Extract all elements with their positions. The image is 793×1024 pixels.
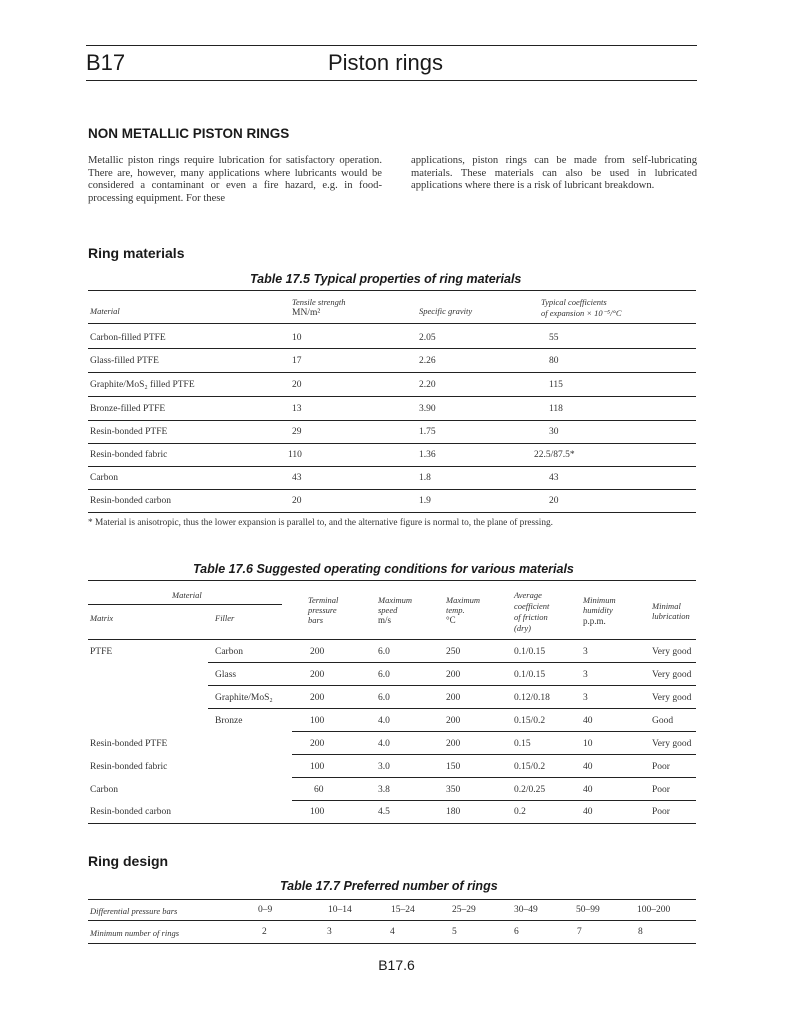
cell-humidity: 10 bbox=[583, 739, 593, 749]
cell-temp: 150 bbox=[446, 762, 461, 772]
cell-lubrication: Good bbox=[652, 716, 674, 726]
cell-material: Glass-filled PTFE bbox=[90, 356, 159, 366]
pressure-range: 25–29 bbox=[452, 905, 476, 915]
ring-count: 7 bbox=[577, 927, 582, 937]
cell-speed: 3.0 bbox=[378, 762, 390, 772]
cell-tensile: 10 bbox=[292, 333, 302, 343]
table-row bbox=[88, 420, 696, 443]
pressure-range: 15–24 bbox=[391, 905, 415, 915]
col-expansion-line1: Typical coefficients bbox=[541, 297, 607, 307]
cell-pressure: 100 bbox=[310, 716, 325, 726]
cell-gravity: 1.9 bbox=[419, 496, 431, 506]
table-row bbox=[88, 754, 696, 777]
cell-friction: 0.1/0.15 bbox=[514, 670, 546, 680]
cell-filler: Bronze bbox=[215, 716, 243, 726]
col-pressure-3: bars bbox=[308, 615, 324, 625]
col-tensile-line1: Tensile strength bbox=[292, 297, 346, 307]
cell-gravity: 1.75 bbox=[419, 427, 436, 437]
cell-tensile: 110 bbox=[288, 450, 302, 460]
pressure-row-label: Differential pressure bars bbox=[90, 906, 178, 916]
col-humidity-3: p.p.m. bbox=[583, 616, 606, 626]
col-lubrication-1: Minimal bbox=[652, 601, 681, 611]
rings-row-label: Minimum number of rings bbox=[90, 928, 180, 938]
cell-speed: 4.5 bbox=[378, 807, 390, 817]
cell-temp: 200 bbox=[446, 693, 461, 703]
cell-humidity: 3 bbox=[583, 670, 588, 680]
cell-speed: 6.0 bbox=[378, 670, 390, 680]
table-17-5-footnote: * Material is anisotropic, thus the lower expansion is parallel to, and the alternative figure is normal to, the plane of pressing. bbox=[88, 518, 553, 528]
col-humidity-2: humidity bbox=[583, 605, 613, 615]
cell-friction: 0.15/0.2 bbox=[514, 762, 546, 772]
cell-temp: 200 bbox=[446, 670, 461, 680]
cell-friction: 0.2 bbox=[514, 807, 526, 817]
table-row bbox=[88, 731, 696, 754]
cell-filler: Carbon bbox=[215, 647, 243, 657]
cell-tensile: 17 bbox=[292, 356, 302, 366]
cell-gravity: 1.8 bbox=[419, 473, 431, 483]
cell-friction: 0.15 bbox=[514, 739, 531, 749]
cell-speed: 6.0 bbox=[378, 647, 390, 657]
cell-matrix: Resin-bonded fabric bbox=[90, 762, 168, 772]
col-speed-3: m/s bbox=[378, 615, 392, 625]
table-row bbox=[88, 324, 696, 348]
table-row bbox=[88, 443, 696, 466]
cell-friction: 0.12/0.18 bbox=[514, 693, 550, 703]
col-pressure-1: Terminal bbox=[308, 595, 339, 605]
cell-lubrication: Very good bbox=[652, 739, 692, 749]
col-friction-2: coefficient bbox=[514, 601, 550, 611]
cell-gravity: 3.90 bbox=[419, 404, 436, 414]
cell-temp: 200 bbox=[446, 739, 461, 749]
ring-count: 2 bbox=[262, 927, 267, 937]
cell-lubrication: Very good bbox=[652, 670, 692, 680]
col-filler: Filler bbox=[215, 613, 235, 623]
cell-pressure: 100 bbox=[310, 762, 325, 772]
col-temp-1: Maximum bbox=[446, 595, 480, 605]
page-title: Piston rings bbox=[328, 50, 443, 75]
cell-temp: 250 bbox=[446, 647, 461, 657]
cell-friction: 0.1/0.15 bbox=[514, 647, 546, 657]
cell-matrix: Resin-bonded carbon bbox=[90, 807, 171, 817]
cell-filler: Graphite/MoS₂ bbox=[215, 693, 273, 703]
cell-expansion: 20 bbox=[549, 496, 559, 506]
cell-temp: 180 bbox=[446, 807, 461, 817]
table-row bbox=[88, 466, 696, 489]
col-temp-3: °C bbox=[446, 615, 456, 625]
ring-count: 8 bbox=[638, 927, 643, 937]
cell-gravity: 2.20 bbox=[419, 380, 436, 390]
cell-expansion: 118 bbox=[549, 404, 563, 414]
col-humidity-1: Minimum bbox=[583, 595, 616, 605]
cell-gravity: 2.05 bbox=[419, 333, 436, 343]
ring-materials-heading: Ring materials bbox=[88, 245, 185, 261]
col-matrix: Matrix bbox=[90, 613, 114, 623]
ring-count: 6 bbox=[514, 927, 519, 937]
cell-matrix: Resin-bonded PTFE bbox=[90, 739, 168, 749]
cell-expansion: 30 bbox=[549, 427, 559, 437]
cell-pressure: 100 bbox=[310, 807, 325, 817]
table-row bbox=[88, 372, 696, 396]
cell-matrix: Carbon bbox=[90, 785, 118, 795]
cell-friction: 0.2/0.25 bbox=[514, 785, 546, 795]
cell-temp: 350 bbox=[446, 785, 461, 795]
cell-lubrication: Poor bbox=[652, 807, 670, 817]
cell-filler: Glass bbox=[215, 670, 237, 680]
col-speed-1: Maximum bbox=[378, 595, 412, 605]
cell-friction: 0.15/0.2 bbox=[514, 716, 546, 726]
table-row bbox=[88, 489, 696, 512]
cell-pressure: 200 bbox=[310, 647, 325, 657]
cell-speed: 4.0 bbox=[378, 716, 390, 726]
cell-lubrication: Very good bbox=[652, 693, 692, 703]
cell-lubrication: Very good bbox=[652, 647, 692, 657]
cell-lubrication: Poor bbox=[652, 785, 670, 795]
cell-pressure: 200 bbox=[310, 739, 325, 749]
table-17-7-title: Table 17.7 Preferred number of rings bbox=[280, 879, 498, 893]
table-row bbox=[88, 685, 696, 708]
cell-tensile: 13 bbox=[292, 404, 302, 414]
table-17-5-title: Table 17.5 Typical properties of ring materials bbox=[250, 272, 522, 286]
cell-material: Resin-bonded PTFE bbox=[90, 427, 168, 437]
col-gravity: Specific gravity bbox=[419, 306, 473, 316]
col-material-group: Material bbox=[172, 590, 202, 600]
table-row bbox=[88, 640, 696, 662]
cell-humidity: 3 bbox=[583, 693, 588, 703]
col-friction-4: (dry) bbox=[514, 623, 531, 633]
pressure-range: 30–49 bbox=[514, 905, 538, 915]
intro-paragraph-left: Metallic piston rings require lubrication for satisfactory operation. There are, however, many applications where lubricants would be considered a contaminant or even a fire hazard, e.g. in food-processing equipment. For these bbox=[88, 155, 382, 204]
ring-count: 4 bbox=[390, 927, 395, 937]
pressure-row bbox=[88, 900, 696, 920]
cell-speed: 3.8 bbox=[378, 785, 390, 795]
table-row bbox=[88, 348, 696, 372]
table-row bbox=[88, 708, 696, 731]
cell-material: Resin-bonded fabric bbox=[90, 450, 168, 460]
col-lubrication-2: lubrication bbox=[652, 611, 690, 621]
cell-lubrication: Poor bbox=[652, 762, 670, 772]
cell-temp: 200 bbox=[446, 716, 461, 726]
col-tensile-line2: MN/m² bbox=[292, 308, 321, 318]
table-row bbox=[88, 396, 696, 420]
table-row bbox=[88, 662, 696, 685]
rings-row bbox=[88, 921, 696, 943]
col-friction-3: of friction bbox=[514, 612, 548, 622]
table-row bbox=[88, 777, 696, 800]
cell-material: Carbon-filled PTFE bbox=[90, 333, 166, 343]
ring-design-heading: Ring design bbox=[88, 853, 169, 869]
col-expansion-line2: of expansion × 10⁻⁵/°C bbox=[541, 308, 622, 318]
chapter-code: B17 bbox=[86, 50, 126, 75]
cell-expansion: 22.5/87.5* bbox=[534, 450, 575, 460]
cell-pressure: 60 bbox=[314, 785, 324, 795]
table-17-6-title: Table 17.6 Suggested operating conditions for various materials bbox=[193, 562, 574, 576]
cell-material: Bronze-filled PTFE bbox=[90, 404, 166, 414]
cell-pressure: 200 bbox=[310, 693, 325, 703]
cell-gravity: 1.36 bbox=[419, 450, 436, 460]
col-material: Material bbox=[90, 306, 120, 316]
pressure-range: 0–9 bbox=[258, 905, 273, 915]
intro-paragraph-right: applications, piston rings can be made from self-lubricating materials. These materials can also be used in lubricated applications where there is a risk of lubricant breakdown. bbox=[411, 155, 697, 192]
table-row bbox=[88, 800, 696, 823]
cell-tensile: 43 bbox=[292, 473, 302, 483]
cell-expansion: 115 bbox=[549, 380, 563, 390]
col-friction-1: Average bbox=[514, 590, 542, 600]
table-17-5-body bbox=[88, 324, 696, 513]
cell-matrix: PTFE bbox=[90, 647, 113, 657]
col-speed-2: speed bbox=[378, 605, 398, 615]
section-title: NON METALLIC PISTON RINGS bbox=[88, 126, 290, 141]
col-temp-2: temp. bbox=[446, 605, 465, 615]
cell-humidity: 40 bbox=[583, 807, 593, 817]
cell-humidity: 40 bbox=[583, 716, 593, 726]
ring-count: 5 bbox=[452, 927, 457, 937]
table-17-6-body bbox=[88, 640, 696, 824]
pressure-range: 50–99 bbox=[576, 905, 600, 915]
cell-tensile: 20 bbox=[292, 380, 302, 390]
page-number: B17.6 bbox=[378, 957, 415, 973]
cell-tensile: 29 bbox=[292, 427, 302, 437]
cell-material: Graphite/MoS₂ filled PTFE bbox=[90, 380, 195, 390]
pressure-range: 100–200 bbox=[637, 905, 671, 915]
cell-material: Carbon bbox=[90, 473, 118, 483]
cell-gravity: 2.26 bbox=[419, 356, 436, 366]
cell-expansion: 55 bbox=[549, 333, 559, 343]
col-pressure-2: pressure bbox=[308, 605, 337, 615]
cell-humidity: 3 bbox=[583, 647, 588, 657]
cell-material: Resin-bonded carbon bbox=[90, 496, 171, 506]
cell-speed: 6.0 bbox=[378, 693, 390, 703]
cell-speed: 4.0 bbox=[378, 739, 390, 749]
pressure-range: 10–14 bbox=[328, 905, 352, 915]
cell-expansion: 80 bbox=[549, 356, 559, 366]
cell-humidity: 40 bbox=[583, 785, 593, 795]
cell-tensile: 20 bbox=[292, 496, 302, 506]
cell-humidity: 40 bbox=[583, 762, 593, 772]
ring-count: 3 bbox=[327, 927, 332, 937]
cell-expansion: 43 bbox=[549, 473, 559, 483]
cell-pressure: 200 bbox=[310, 670, 325, 680]
